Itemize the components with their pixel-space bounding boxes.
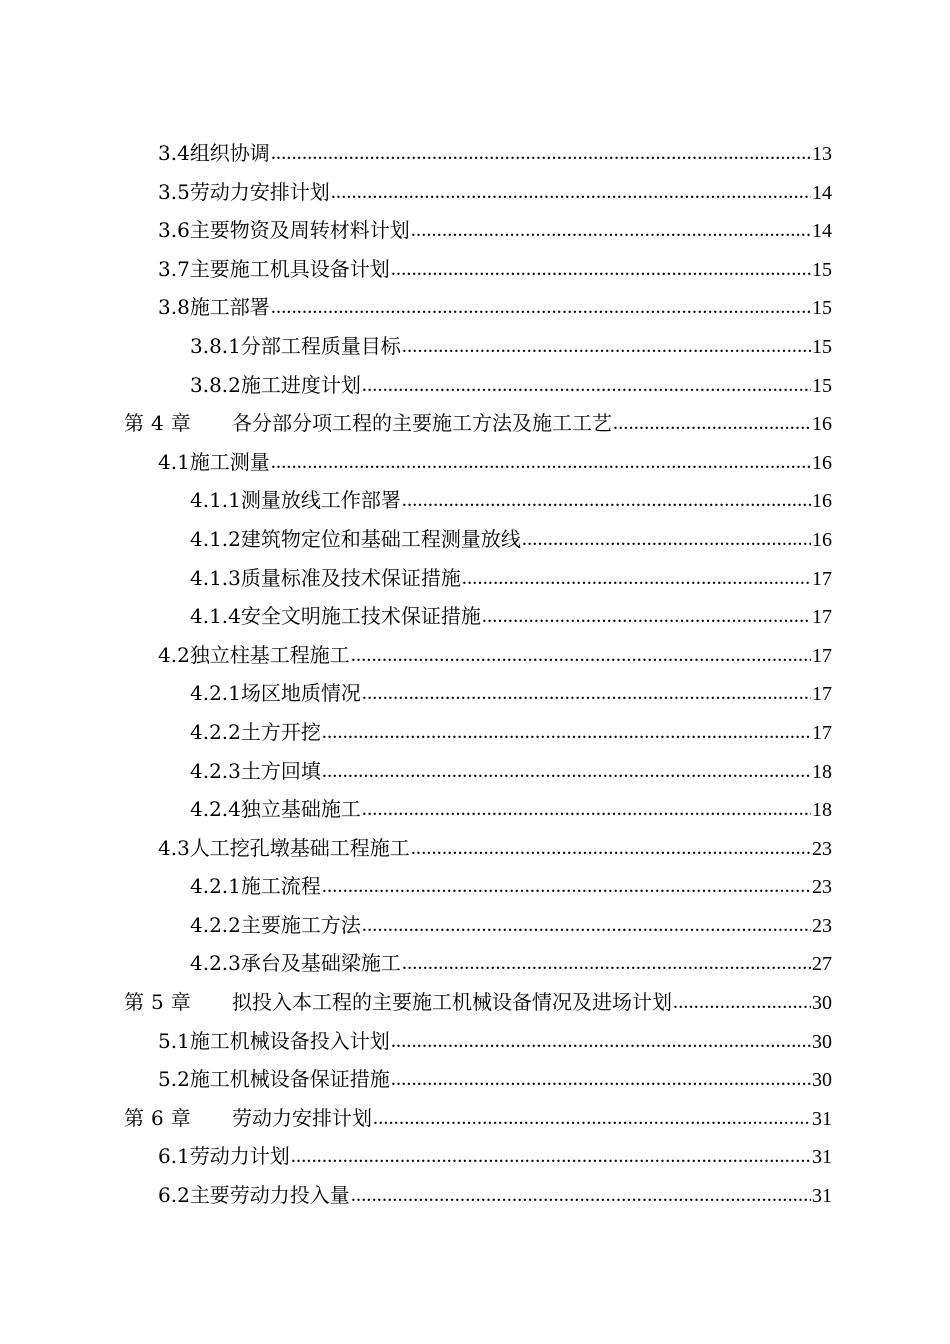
page-number: 30: [812, 992, 832, 1015]
section-title: 劳动力安排计划: [232, 1105, 372, 1130]
section-number: 3.8: [158, 295, 190, 320]
toc-entry[interactable]: [124, 867, 832, 906]
section-title: 主要物资及周转材料计划: [189, 218, 410, 243]
page-number: 30: [812, 1030, 832, 1053]
toc-entry-title: [190, 867, 321, 906]
section-title: 主要劳动力投入量: [189, 1183, 350, 1208]
section-number: 4.2.2: [190, 719, 241, 744]
section-title: 施工机械设备投入计划: [189, 1028, 390, 1053]
page-number: 23: [812, 914, 832, 937]
section-title: 施工测量: [189, 449, 270, 474]
toc-entry-title: [190, 944, 401, 983]
dot-leader: [402, 481, 811, 520]
section-title: 拟投入本工程的主要施工机械设备情况及进场计划: [232, 990, 672, 1015]
section-number: 4.1.4: [190, 604, 241, 629]
page-number: 17: [812, 683, 832, 706]
section-title: 主要施工方法: [240, 912, 361, 937]
dot-leader: [462, 559, 811, 598]
toc-entry[interactable]: [124, 288, 832, 327]
toc-entry[interactable]: [124, 790, 832, 829]
page-number: 16: [812, 528, 832, 551]
section-title: 场区地质情况: [240, 681, 361, 706]
toc-entry-title: [190, 597, 481, 636]
toc-entry[interactable]: [124, 906, 832, 945]
dot-leader: [351, 636, 811, 675]
toc-entry[interactable]: [124, 1022, 832, 1061]
toc-entry[interactable]: [124, 327, 832, 366]
dot-leader: [391, 1022, 811, 1061]
section-number: 4.1.3: [190, 565, 241, 590]
dot-leader: [673, 983, 811, 1022]
section-title: 建筑物定位和基础工程测量放线: [240, 526, 521, 551]
toc-entry-title: [124, 983, 672, 1022]
toc-entry-title: [158, 636, 350, 675]
toc-entry[interactable]: [124, 559, 832, 598]
toc-entry-title: [190, 752, 321, 791]
section-number: 4.2.4: [190, 797, 241, 822]
toc-entry[interactable]: [124, 443, 832, 482]
section-number: 4.1: [158, 449, 190, 474]
toc-entry-title: [158, 250, 390, 289]
dot-leader: [362, 366, 811, 405]
section-title: 独立柱基工程施工: [189, 642, 350, 667]
toc-entry-title: [158, 829, 410, 868]
section-title: 主要施工机具设备计划: [189, 256, 390, 281]
toc-entry[interactable]: [124, 713, 832, 752]
section-number: 6.2: [158, 1183, 190, 1208]
page-number: 16: [812, 413, 832, 436]
page-number: 27: [812, 953, 832, 976]
section-number: 4.2: [158, 642, 190, 667]
section-number: 3.8.1: [190, 333, 241, 358]
section-number: 3.8.2: [190, 372, 241, 397]
section-number: 3.6: [158, 218, 190, 243]
toc-entry[interactable]: [124, 520, 832, 559]
dot-leader: [613, 404, 811, 443]
section-number: 3.5: [158, 179, 190, 204]
page-number: 13: [812, 143, 832, 165]
section-number: 6.1: [158, 1144, 190, 1169]
toc-entry-title: [190, 481, 401, 520]
section-number: 4.2.3: [190, 758, 241, 783]
section-number: 4.2.1: [190, 681, 241, 706]
dot-leader: [271, 288, 811, 327]
dot-leader: [411, 829, 811, 868]
dot-leader: [411, 211, 811, 250]
toc-entry-title: [158, 134, 270, 173]
section-number: 4.2.2: [190, 912, 241, 937]
page-number: 17: [812, 567, 832, 590]
section-number: 4.1.2: [190, 526, 241, 551]
section-number: 4.2.3: [190, 951, 241, 976]
section-number: 4.1.1: [190, 488, 241, 513]
dot-leader: [402, 327, 811, 366]
toc-entry[interactable]: [124, 1137, 832, 1176]
dot-leader: [362, 790, 811, 829]
page-number: 30: [812, 1069, 832, 1092]
toc-entry-title: [158, 211, 410, 250]
section-title: 土方回填: [240, 758, 321, 783]
toc-entry-title: [124, 404, 612, 443]
dot-leader: [362, 674, 811, 713]
chapter-number: 6: [151, 1105, 164, 1130]
dot-leader: [402, 944, 811, 983]
section-title: 施工部署: [189, 295, 270, 320]
section-title: 质量标准及技术保证措施: [240, 565, 461, 590]
chapter-suffix: 章: [170, 990, 191, 1015]
page-number: 18: [812, 799, 832, 822]
toc-entry-title: [190, 366, 361, 405]
section-number: 3.7: [158, 256, 190, 281]
dot-leader: [271, 443, 811, 482]
toc-entry[interactable]: [124, 481, 832, 520]
toc-chapter-entry[interactable]: [124, 404, 832, 443]
section-title: 人工挖孔墩基础工程施工: [189, 835, 410, 860]
page-number: 15: [812, 374, 832, 397]
chapter-suffix: 章: [170, 411, 191, 436]
chapter-label: [124, 983, 232, 1022]
toc-entry-title: [158, 1060, 390, 1099]
toc-entry-title: [158, 1022, 390, 1061]
toc-entry[interactable]: [124, 366, 832, 405]
chapter-label: [124, 1099, 232, 1138]
section-title: 施工机械设备保证措施: [189, 1067, 390, 1092]
dot-leader: [322, 752, 811, 791]
chapter-suffix: 章: [170, 1105, 191, 1130]
section-title: 组织协调: [189, 141, 270, 165]
chapter-prefix: 第: [124, 990, 144, 1015]
toc-entry[interactable]: [124, 1176, 832, 1215]
dot-leader: [322, 867, 811, 906]
dot-leader: [322, 713, 811, 752]
toc-entry-title: [158, 288, 270, 327]
toc-entry-title: [190, 520, 521, 559]
toc-entry-title: [190, 674, 361, 713]
page-number: 16: [812, 451, 832, 474]
section-title: 施工流程: [240, 874, 321, 899]
toc-entry[interactable]: [124, 211, 832, 250]
page-number: 17: [812, 721, 832, 744]
dot-leader: [482, 597, 811, 636]
section-title: 劳动力安排计划: [189, 179, 330, 204]
section-number: 5.2: [158, 1067, 190, 1092]
page-number: 17: [812, 606, 832, 629]
toc-entry-title: [158, 173, 330, 212]
toc-entry-title: [190, 327, 401, 366]
page-number: 31: [812, 1146, 832, 1169]
section-number: 3.4: [158, 141, 190, 165]
toc-entry-title: [158, 1176, 350, 1215]
section-title: 安全文明施工技术保证措施: [240, 604, 481, 629]
dot-leader: [373, 1099, 811, 1138]
toc-entry-title: [124, 1099, 372, 1138]
toc-entry[interactable]: [124, 674, 832, 713]
page-number: 15: [812, 297, 832, 320]
chapter-prefix: 第: [124, 1105, 144, 1130]
section-title: 分部工程质量目标: [240, 333, 401, 358]
page-number: 31: [812, 1185, 832, 1208]
toc-entry-title: [158, 443, 270, 482]
toc-entry-title: [190, 790, 361, 829]
dot-leader: [331, 173, 811, 212]
toc-entry[interactable]: [124, 1060, 832, 1099]
toc-entry[interactable]: [124, 944, 832, 983]
page-number: 23: [812, 837, 832, 860]
dot-leader: [291, 1137, 811, 1176]
table-of-contents: [124, 134, 832, 1215]
page-number: 23: [812, 876, 832, 899]
chapter-label: [124, 404, 232, 443]
toc-entry[interactable]: [124, 250, 832, 289]
toc-chapter-entry[interactable]: [124, 1099, 832, 1138]
dot-leader: [391, 1060, 811, 1099]
section-number: 5.1: [158, 1028, 190, 1053]
page-number: 15: [812, 335, 832, 358]
chapter-number: 4: [151, 411, 164, 436]
page-number: 14: [812, 220, 832, 243]
section-title: 土方开挖: [240, 719, 321, 744]
page-number: 16: [812, 490, 832, 513]
chapter-number: 5: [151, 990, 164, 1015]
toc-entry-title: [158, 1137, 290, 1176]
section-title: 各分部分项工程的主要施工方法及施工工艺: [232, 411, 612, 436]
section-title: 测量放线工作部署: [240, 488, 401, 513]
toc-entry[interactable]: [124, 636, 832, 675]
toc-entry-title: [190, 559, 461, 598]
toc-entry-title: [190, 906, 361, 945]
toc-chapter-entry[interactable]: [124, 983, 832, 1022]
page-number: 17: [812, 644, 832, 667]
dot-leader: [351, 1176, 811, 1215]
dot-leader: [522, 520, 811, 559]
section-number: 4.2.1: [190, 874, 241, 899]
toc-entry[interactable]: [124, 173, 832, 212]
chapter-prefix: 第: [124, 411, 144, 436]
dot-leader: [391, 250, 811, 289]
section-number: 4.3: [158, 835, 190, 860]
toc-entry[interactable]: [124, 829, 832, 868]
toc-entry[interactable]: [124, 752, 832, 791]
toc-entry-title: [190, 713, 321, 752]
dot-leader: [362, 906, 811, 945]
page-number: 15: [812, 258, 832, 281]
dot-leader: [271, 134, 811, 173]
toc-entry[interactable]: [124, 597, 832, 636]
section-title: 独立基础施工: [240, 797, 361, 822]
section-title: 劳动力计划: [189, 1144, 290, 1169]
page-number: 14: [812, 181, 832, 204]
section-title: 承台及基础梁施工: [240, 951, 401, 976]
page-number: 18: [812, 760, 832, 783]
page-number: 31: [812, 1107, 832, 1130]
toc-entry[interactable]: [124, 134, 832, 173]
section-title: 施工进度计划: [240, 372, 361, 397]
